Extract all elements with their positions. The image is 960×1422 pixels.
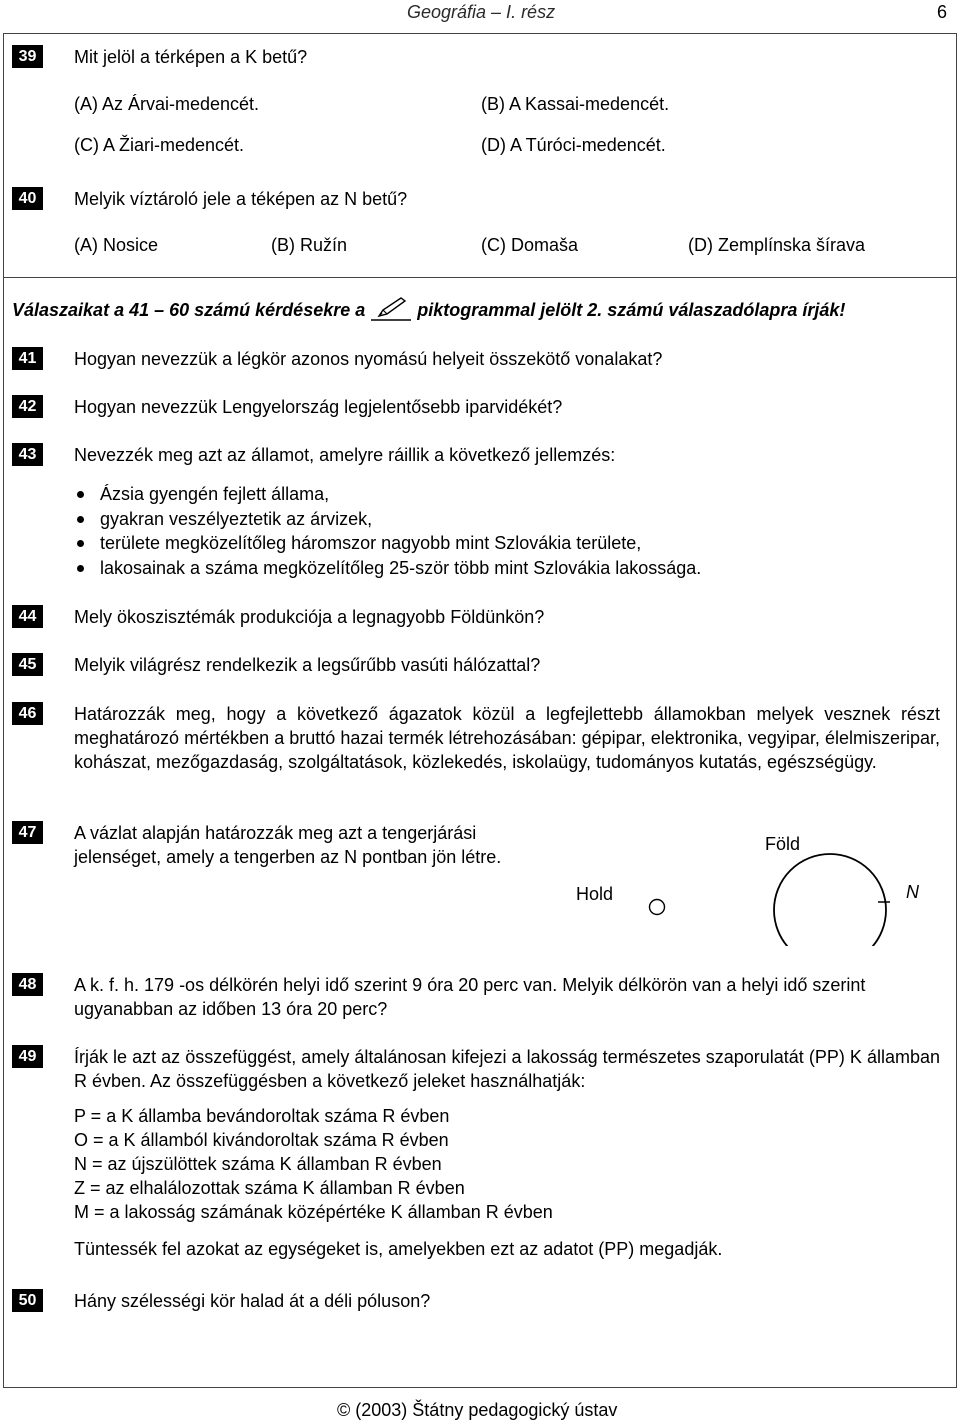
question-number-48: 48 <box>12 973 43 996</box>
question-number-50: 50 <box>12 1289 43 1312</box>
question-number-42: 42 <box>12 395 43 418</box>
question-42-text: Hogyan nevezzük Lengyelország legjelentősebb iparvidékét? <box>74 397 563 417</box>
list-item: Z = az elhalálozottak száma K államban R évben <box>74 1178 465 1198</box>
question-number-47: 47 <box>12 821 43 844</box>
document-title: Geográfia – I. rész <box>407 2 556 22</box>
q39-option-b: (B) A Kassai-medencét. <box>481 94 670 114</box>
question-41-text: Hogyan nevezzük a légkör azonos nyomású helyeit összekötő vonalakat? <box>74 349 663 369</box>
q40-option-d: (D) Zemplínska šírava <box>688 235 866 255</box>
q43-characteristics-list <box>74 482 701 580</box>
q39-option-c: (C) A Žiari-medencét. <box>74 135 245 155</box>
question-number-45: 45 <box>12 653 43 676</box>
page-header <box>0 2 960 26</box>
list-item: M = a lakosság számának középértéke K államban R évben <box>74 1202 553 1222</box>
page-number: 6 <box>937 2 948 22</box>
question-number-46: 46 <box>12 702 43 725</box>
question-47-line2: jelenséget, amely a tengerben az N pontban jön létre. <box>74 847 502 867</box>
q39-option-d: (D) A Túróci-medencét. <box>481 135 666 155</box>
list-item: Ázsia gyengén fejlett állama, <box>74 482 701 507</box>
question-number-43: 43 <box>12 443 43 466</box>
list-item: O = a K államból kivándoroltak száma R évben <box>74 1130 449 1150</box>
pencil-icon <box>371 296 411 322</box>
question-49-text: Írják le azt az összefüggést, amely általánosan kifejezi a lakosság természetes szaporulatát (PP) K államban R évben. Az összefüggésben a következő jeleket használhatják: <box>74 1047 940 1091</box>
earth-circle <box>774 854 886 946</box>
question-46-text: Határozzák meg, hogy a következő ágazatok közül a legfejlettebb államokban melyek vesznek részt meghatározó mértékben a bruttó hazai termék létrehozásában: gépipar, elektronika, vegyipar, élelmiszeripar, kohászat, mezőgazdaság, szolgáltatások, közlekedés, iskolaügy, tudományos kutatás, egészségügy. <box>74 704 940 772</box>
answer-sheet-instruction <box>12 296 845 322</box>
moon-label: Hold <box>576 884 614 904</box>
question-44-text: Mely ökoszisztémák produkciója a legnagyobb Földünkön? <box>74 607 545 627</box>
question-50-text: Hány szélességi kör halad át a déli póluson? <box>74 1291 431 1311</box>
question-number-49: 49 <box>12 1045 43 1068</box>
question-39-text: Mit jelöl a térképen a K betű? <box>74 47 308 67</box>
question-40-text: Melyik víztároló jele a téképen az N betű? <box>74 189 408 209</box>
question-43-text: Nevezzék meg azt az államot, amelyre ráillik a következő jellemzés: <box>74 445 616 465</box>
q49-symbol-definitions <box>74 1104 553 1224</box>
list-item: N = az újszülöttek száma K államban R évben <box>74 1154 442 1174</box>
instruction-part2: piktogrammal jelölt 2. számú válaszadólapra írják! <box>417 300 846 320</box>
question-number-41: 41 <box>12 347 43 370</box>
question-number-39: 39 <box>12 45 43 68</box>
question-47-line1: A vázlat alapján határozzák meg azt a tengerjárási <box>74 823 477 843</box>
question-48-text: A k. f. h. 179 -os délkörén helyi idő szerint 9 óra 20 perc van. Melyik délkörön van a helyi idő szerint ugyanabban az időben 13 óra 20 perc? <box>74 975 866 1019</box>
copyright-footer: © (2003) Štátny pedagogický ústav <box>337 1400 618 1420</box>
q40-option-a: (A) Nosice <box>74 235 159 255</box>
question-49-note: Tüntessék fel azokat az egységeket is, amelyekben ezt az adatot (PP) megadják. <box>74 1239 723 1259</box>
list-item: P = a K államba bevándoroltak száma R évben <box>74 1106 450 1126</box>
q39-option-a: (A) Az Árvai-medencét. <box>74 94 260 114</box>
moon-circle <box>650 900 665 915</box>
question-number-40: 40 <box>12 187 43 210</box>
point-n-label: N <box>906 882 919 902</box>
question-45-text: Melyik világrész rendelkezik a legsűrűbb vasúti hálózattal? <box>74 655 541 675</box>
list-item: területe megközelítőleg háromszor nagyobb mint Szlovákia területe, <box>74 531 701 556</box>
list-item: gyakran veszélyeztetik az árvizek, <box>74 507 701 532</box>
question-number-44: 44 <box>12 605 43 628</box>
instruction-part1: Válaszaikat a 41 – 60 számú kérdésekre a <box>12 300 366 320</box>
q40-option-b: (B) Ružín <box>271 235 348 255</box>
list-item: lakosainak a száma megközelítőleg 25-ször több mint Szlovákia lakossága. <box>74 556 701 581</box>
tide-diagram <box>560 826 920 946</box>
earth-label: Föld <box>765 834 801 854</box>
q40-option-c: (C) Domaša <box>481 235 579 255</box>
